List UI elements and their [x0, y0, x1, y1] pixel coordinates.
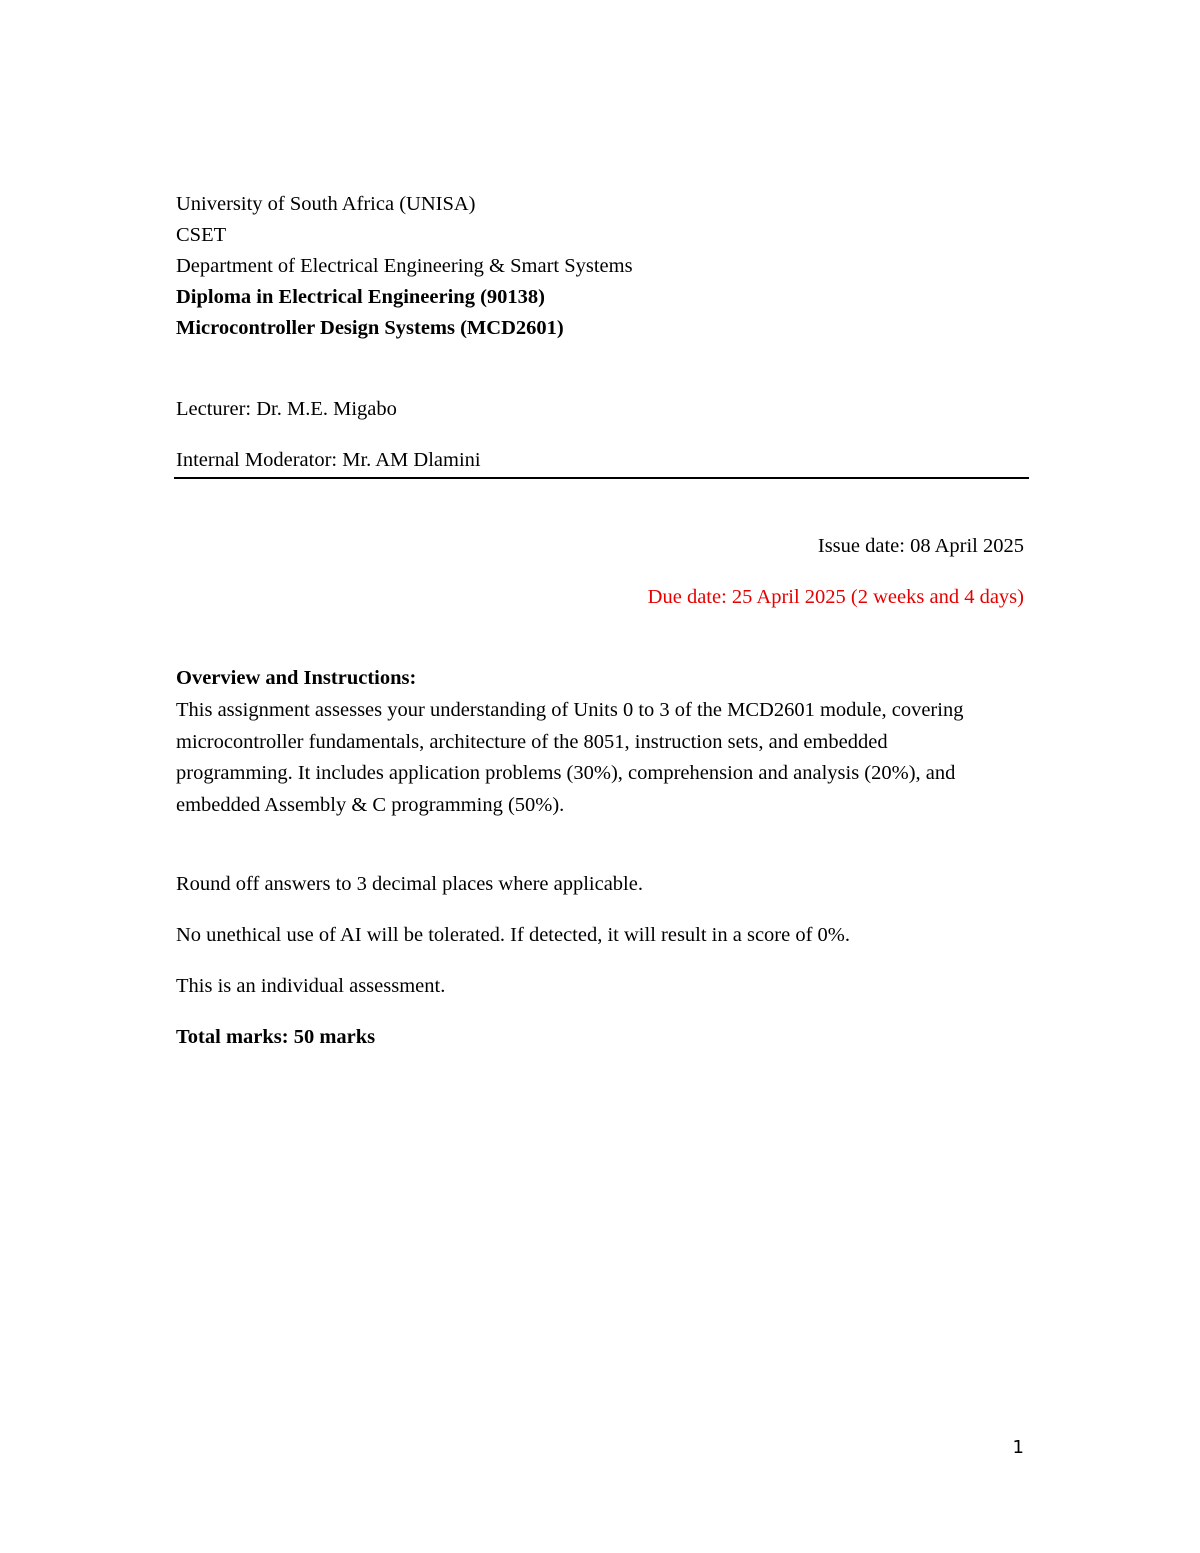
- individual-assessment-note: This is an individual assessment.: [176, 975, 446, 997]
- moderator-line: Internal Moderator: Mr. AM Dlamini: [176, 449, 481, 471]
- department-name: Department of Electrical Engineering & Smart Systems: [176, 255, 633, 277]
- qualification-title: Diploma in Electrical Engineering (90138): [176, 286, 545, 308]
- page-number: 1: [1012, 1437, 1024, 1458]
- overview-heading: Overview and Instructions:: [176, 667, 417, 689]
- ai-policy-instruction: No unethical use of AI will be tolerated. If detected, it will result in a score of 0%.: [176, 924, 851, 946]
- total-marks: Total marks: 50 marks: [176, 1026, 376, 1048]
- header-divider: [174, 477, 1029, 479]
- issue-date: Issue date: 08 April 2025: [817, 535, 1024, 557]
- lecturer-line: Lecturer: Dr. M.E. Migabo: [176, 398, 397, 420]
- overview-paragraph: This assignment assesses your understanding of Units 0 to 3 of the MCD2601 module, covering microcontroller fundamentals, architecture of the 8051, instruction sets, and embedded programming. It includes application problems (30%), comprehension and analysis (20%), and embedded Assembly & C programming (50%).: [176, 699, 964, 816]
- due-date: Due date: 25 April 2025 (2 weeks and 4 days): [647, 586, 1024, 608]
- rounding-instruction: Round off answers to 3 decimal places where applicable.: [176, 873, 643, 895]
- university-name: University of South Africa (UNISA): [176, 193, 476, 215]
- module-title: Microcontroller Design Systems (MCD2601): [176, 317, 564, 339]
- college-name: CSET: [176, 224, 227, 246]
